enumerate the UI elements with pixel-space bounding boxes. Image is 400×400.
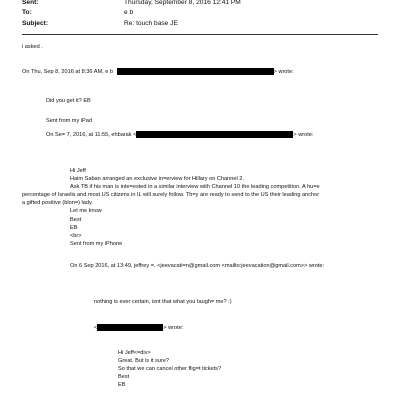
subject-label: Subject:	[22, 20, 49, 27]
redaction-block	[136, 131, 293, 138]
quote-4-line-5: EB	[118, 382, 126, 388]
quote-2-line-4: percentage of Israelis and most US citizens in IL will surely follow. Th=y are ready to send to the US their leading anchor	[22, 192, 320, 198]
quote-4-line-2: Great. But is it sure?	[118, 358, 169, 364]
quote-2-line-10: Sent from my iPhone	[70, 241, 123, 247]
quote-4-suffix: > wrote:	[163, 324, 184, 331]
quote-1-line-2: Sent from my iPad	[46, 118, 93, 124]
quote-4-line-4: Best	[118, 374, 130, 380]
subject-value: Re: touch base JE	[124, 20, 178, 27]
quote-1-header	[22, 68, 294, 76]
to-label: To:	[22, 9, 32, 16]
quote-4-line-1: Hi Jeff<=div>	[118, 350, 151, 356]
quote-2-header	[46, 131, 313, 139]
sent-label: Sent:	[22, 0, 39, 6]
quote-2-line-3: Ask TB if his man is inte=ested in a similar interview with Channel 10 the leading competition. A hu=e	[70, 184, 320, 190]
quote-3-line-1: nothing is ever certain, isnt that what you taugh= me? :)	[94, 299, 232, 305]
quote-2-line-7: Best	[70, 217, 82, 223]
redaction-block	[97, 324, 163, 331]
redaction-block	[117, 68, 274, 75]
quote-1-line-1: Did you get it? EB	[46, 98, 91, 104]
quote-2-line-9: <br>	[70, 233, 82, 239]
quote-2-line-6: Let me know	[70, 208, 102, 214]
quote-2-line-2: Haim Saban arranged an exclusive in=erview for Hillary on Channel 2.	[70, 176, 244, 182]
quote-1-suffix: > wrote:	[273, 68, 294, 75]
header-divider	[22, 34, 378, 35]
quote-2-suffix: > wrote:	[293, 131, 314, 138]
quote-3-header: On 6 Sep 2016, at 13:49, jeffrey =. <jeevacati=n@gmail.com <mailto:jeevacation@gmail.com>> wrote:	[70, 263, 325, 269]
quote-2-line-5: a gifted positive (blon=) lady.	[22, 200, 93, 206]
quote-1-prefix: On Thu, Sep 8, 2016 at 8:36 AM, e b	[22, 68, 114, 75]
quote-2-line-1: Hi Jeff	[70, 168, 86, 174]
to-value: e b	[124, 9, 134, 16]
quote-2-line-8: EB	[70, 225, 78, 231]
body-line-asked: i asked .	[22, 44, 43, 50]
sent-value: Thursday, September 8, 2016 12:41 PM	[124, 0, 241, 6]
quote-2-prefix: On Se= 7, 2016, at 11:55, ehbarak <	[46, 131, 137, 138]
quote-4-header	[94, 324, 183, 332]
quote-4-prefix: <	[94, 324, 98, 331]
quote-4-line-3: So that we can cancel other flig=t tickets?	[118, 366, 222, 372]
